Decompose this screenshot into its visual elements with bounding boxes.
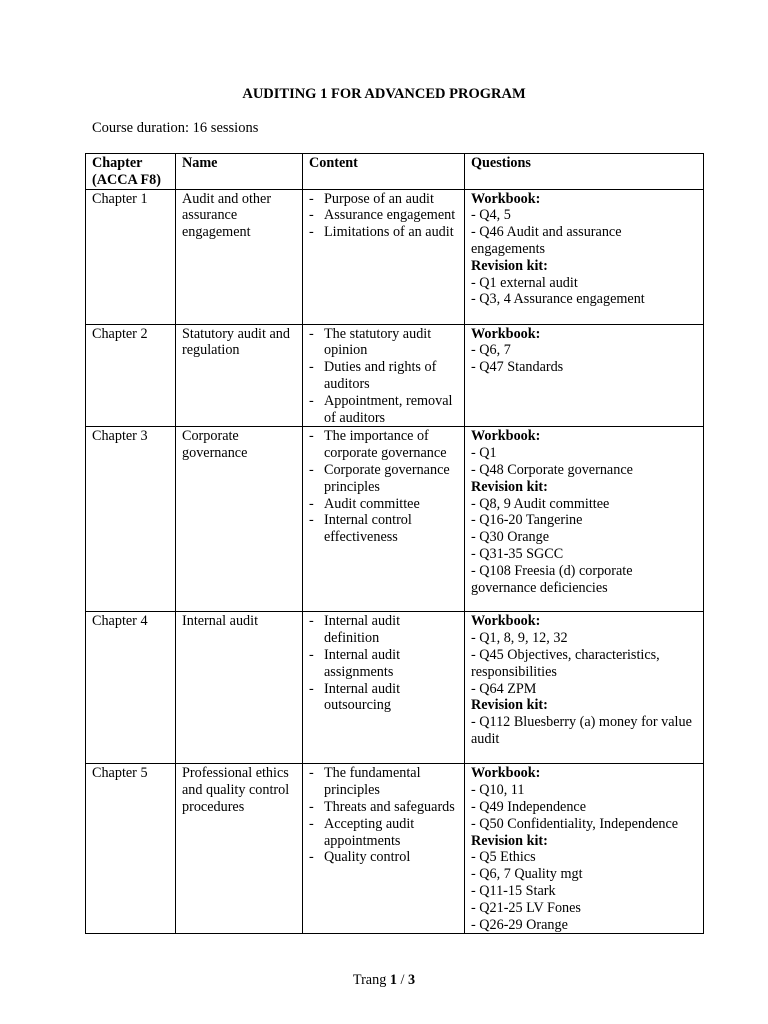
content-item: - Threats and safeguards [309, 799, 458, 816]
content-item: - Internal audit assignments [309, 647, 458, 681]
content-item: - Audit committee [309, 496, 458, 513]
revision-kit-heading: Revision kit: [471, 478, 548, 495]
questions-cell [465, 612, 704, 764]
content-item: - Quality control [309, 849, 458, 866]
footer-prefix: Trang [352, 972, 390, 988]
header-chapter: Chapter (ACCA F8) [86, 154, 176, 190]
page-footer [0, 972, 768, 989]
revision-kit-question: - Q112 Bluesberry (a) money for value audit [471, 714, 692, 747]
revision-kit-question: - Q3, 4 Assurance engagement [471, 291, 645, 308]
header-questions: Questions [465, 154, 704, 190]
content-item: - The fundamental principles [309, 765, 458, 799]
content-item: - Purpose of an audit [309, 191, 458, 208]
content-item: - Assurance engagement [309, 207, 458, 224]
content-list [309, 428, 458, 546]
content-cell [303, 764, 465, 934]
name-cell: Professional ethics and quality control procedures [176, 764, 303, 934]
content-item: - Limitations of an audit [309, 224, 458, 241]
content-item: - Duties and rights of auditors [309, 359, 458, 393]
revision-kit-question: - Q8, 9 Audit committee [471, 495, 610, 512]
questions-cell [465, 324, 704, 427]
content-item: - Internal audit definition [309, 613, 458, 647]
syllabus-table [85, 153, 704, 934]
chapter-cell: Chapter 1 [86, 189, 176, 324]
questions-cell [465, 427, 704, 612]
chapter-cell: Chapter 4 [86, 612, 176, 764]
content-item: - The statutory audit opinion [309, 326, 458, 360]
content-list [309, 191, 458, 241]
footer-page-total: 3 [407, 972, 416, 988]
revision-kit-question: - Q26-29 Orange [471, 916, 568, 933]
workbook-question: - Q10, 11 [471, 782, 525, 799]
revision-kit-question: - Q30 Orange [471, 529, 550, 546]
content-list [309, 613, 458, 714]
workbook-question: - Q64 ZPM [471, 680, 537, 697]
content-item: - The importance of corporate governance [309, 428, 458, 462]
revision-kit-question: - Q11-15 Stark [471, 882, 556, 899]
content-cell [303, 189, 465, 324]
name-cell: Corporate governance [176, 427, 303, 612]
course-duration: Course duration: 16 sessions [92, 120, 259, 136]
name-cell: Internal audit [176, 612, 303, 764]
content-item: - Appointment, removal of auditors [309, 393, 458, 427]
content-cell [303, 612, 465, 764]
workbook-question: - Q45 Objectives, characteristics, responsibilities [471, 646, 660, 680]
workbook-heading: Workbook: [471, 765, 541, 782]
workbook-heading: Workbook: [471, 325, 541, 342]
content-item: - Internal audit outsourcing [309, 681, 458, 715]
revision-kit-heading: Revision kit: [471, 697, 548, 714]
questions-cell [465, 189, 704, 324]
workbook-question: - Q49 Independence [471, 798, 587, 815]
document-title: AUDITING 1 FOR ADVANCED PROGRAM [242, 86, 526, 102]
revision-kit-question: - Q31-35 SGCC [471, 545, 564, 562]
questions-cell [465, 764, 704, 934]
content-item: - Internal control effectiveness [309, 512, 458, 546]
chapter-cell: Chapter 3 [86, 427, 176, 612]
workbook-question: - Q47 Standards [471, 359, 564, 376]
workbook-heading: Workbook: [471, 190, 541, 207]
revision-kit-heading: Revision kit: [471, 832, 548, 849]
header-name: Name [176, 154, 303, 190]
table-header-row [86, 154, 704, 190]
workbook-question: - Q46 Audit and assurance engagements [471, 224, 622, 257]
revision-kit-question: - Q1 external audit [471, 274, 578, 291]
content-item: - Corporate governance principles [309, 462, 458, 496]
workbook-question: - Q48 Corporate governance [471, 461, 633, 478]
table-row [86, 612, 704, 764]
content-item: - Accepting audit appointments [309, 816, 458, 850]
revision-kit-question: - Q108 Freesia (d) corporate governance deficiencies [471, 562, 633, 596]
name-cell: Statutory audit and regulation [176, 324, 303, 427]
workbook-question: - Q1, 8, 9, 12, 32 [471, 630, 568, 647]
revision-kit-question: - Q6, 7 Quality mgt [471, 866, 583, 883]
chapter-cell: Chapter 2 [86, 324, 176, 427]
name-cell: Audit and other assurance engagement [176, 189, 303, 324]
chapter-cell: Chapter 5 [86, 764, 176, 934]
content-cell [303, 427, 465, 612]
table-row [86, 764, 704, 934]
revision-kit-question: - Q21-25 LV Fones [471, 899, 581, 916]
revision-kit-heading: Revision kit: [471, 257, 548, 274]
header-content: Content [303, 154, 465, 190]
table-row [86, 427, 704, 612]
revision-kit-question: - Q5 Ethics [471, 849, 536, 866]
content-list [309, 326, 458, 427]
content-list [309, 765, 458, 866]
table-row [86, 324, 704, 427]
workbook-question: - Q4, 5 [471, 207, 511, 224]
table-row [86, 189, 704, 324]
revision-kit-question: - Q16-20 Tangerine [471, 512, 583, 529]
workbook-question: - Q1 [471, 445, 497, 462]
workbook-question: - Q50 Confidentiality, Independence [471, 815, 679, 832]
workbook-question: - Q6, 7 [471, 342, 511, 359]
workbook-heading: Workbook: [471, 428, 541, 445]
footer-separator: / [396, 972, 408, 988]
workbook-heading: Workbook: [471, 613, 541, 630]
footer-page-number: 1 [389, 972, 397, 988]
content-cell [303, 324, 465, 427]
